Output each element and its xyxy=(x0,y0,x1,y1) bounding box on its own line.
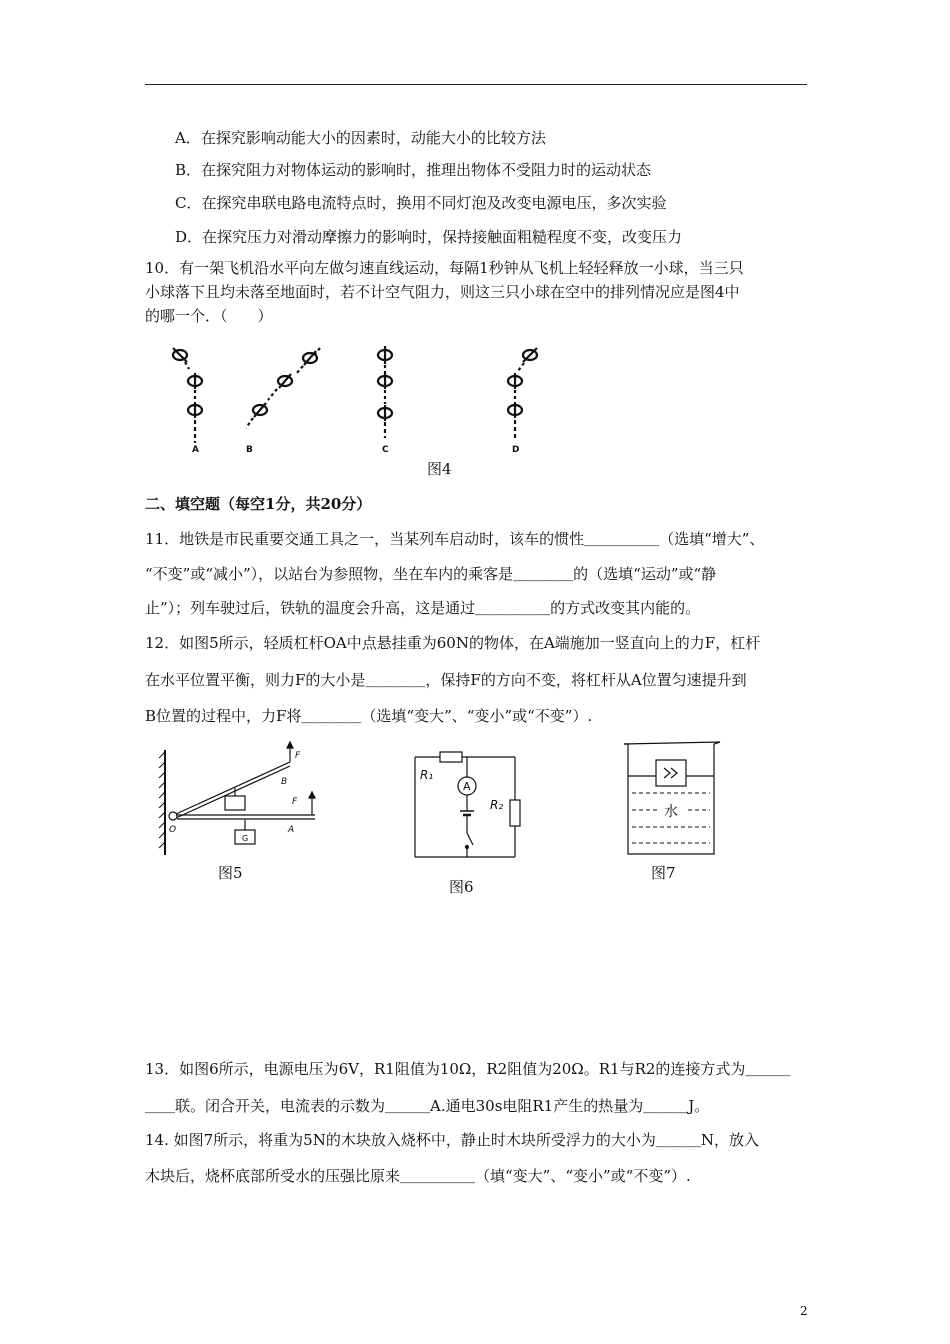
fig6-label-r1: R₁ xyxy=(420,768,434,782)
fig5-label-f: F xyxy=(292,797,298,807)
figure-5 xyxy=(155,740,325,860)
q11-line-1: 11．地铁是市民重要交通工具之一，当某列车启动时，该车的惯性＿＿＿＿＿（选填“增大”、 xyxy=(145,530,765,548)
q9-option-d: D．在探究压力对滑动摩擦力的影响时，保持接触面粗糙程度不变，改变压力 xyxy=(175,228,683,246)
fig4-label-d: D xyxy=(512,445,520,455)
fig4-label-c: C xyxy=(382,445,389,455)
section-2-heading: 二、填空题（每空1分，共20分） xyxy=(145,495,372,513)
resistor-r2 xyxy=(510,800,520,826)
figure-7 xyxy=(618,738,728,858)
fig6-caption: 图6 xyxy=(449,878,474,896)
fig4-option-b-balls xyxy=(246,348,320,428)
q11-line-3: 止”）；列车驶过后，铁轨的温度会升高，这是通过＿＿＿＿＿的方式改变其内能的。 xyxy=(145,599,701,617)
q11-line-2: “不变”或“减小”），以站台为参照物，坐在车内的乘客是＿＿＿＿的（选填“运动”或“静 xyxy=(145,565,717,583)
q9-option-a: A．在探究影响动能大小的因素时，动能大小的比较方法 xyxy=(175,129,546,147)
q10-line-2: 小球落下且均未落至地面时，若不计空气阻力，则这三只小球在空中的排列情况应是图4中 xyxy=(145,283,740,301)
q13-line-1: 13．如图6所示，电源电压为6V，R1阻值为10Ω，R2阻值为20Ω。R1与R2的连接方式为＿＿＿ xyxy=(145,1060,791,1078)
q14-line-2: 木块后，烧杯底部所受水的压强比原来＿＿＿＿＿（填“变大”、“变小”或“不变”）. xyxy=(145,1167,691,1185)
fig4-label-a: A xyxy=(192,445,199,455)
q13-line-2: ＿＿联。闭合开关，电流表的示数为＿＿＿A.通电30s电阻R1产生的热量为＿＿＿J。 xyxy=(145,1097,710,1115)
switch xyxy=(467,833,473,845)
fig4-option-d-balls xyxy=(508,348,537,438)
beaker xyxy=(624,742,720,854)
fig4-option-a-balls xyxy=(173,348,202,443)
q12-line-2: 在水平位置平衡，则力F的大小是＿＿＿＿，保持F的方向不变，将杠杆从A位置匀速提升到 xyxy=(145,671,747,689)
fig7-caption: 图7 xyxy=(651,864,676,882)
fig5-label-o: O xyxy=(169,825,177,835)
fig6-label-r2: R₂ xyxy=(490,798,504,812)
fig4-label-b: B xyxy=(246,445,253,455)
q10-line-1: 10．有一架飞机沿水平向左做匀速直线运动，每隔1秒钟从飞机上轻轻释放一小球，当三只 xyxy=(145,259,744,277)
figure-6 xyxy=(405,745,525,865)
fig7-label-water: 水 xyxy=(664,804,678,820)
q9-option-b: B．在探究阻力对物体运动的影响时，推理出物体不受阻力时的运动状态 xyxy=(175,161,652,179)
page-number: 2 xyxy=(800,1304,808,1318)
fig5-label-g: G xyxy=(242,834,249,843)
fig5-label-b: B xyxy=(281,777,288,787)
pivot-o xyxy=(169,812,177,820)
fig5-caption: 图5 xyxy=(218,864,243,882)
fig6-label-ammeter: A xyxy=(463,780,471,793)
lever-position-b xyxy=(176,762,290,814)
q9-option-c: C．在探究串联电路电流特点时，换用不同灯泡及改变电源电压，多次实验 xyxy=(175,194,667,212)
q12-line-1: 12．如图5所示，轻质杠杆OA中点悬挂重为60N的物体，在A端施加一竖直向上的力F，杠杆 xyxy=(145,634,761,652)
q12-line-3: B位置的过程中，力F将＿＿＿＿（选填“变大”、“变小”或“不变”）. xyxy=(145,707,593,725)
fig4-option-c-balls xyxy=(378,346,392,438)
fig5-label-a: A xyxy=(288,825,295,835)
header-rule xyxy=(145,84,807,85)
hanging-weight-b xyxy=(225,796,245,810)
q10-line-3: 的哪一个．（ ） xyxy=(145,307,273,325)
resistor-r1 xyxy=(440,752,462,762)
wooden-block xyxy=(656,760,686,786)
fig5-label-f-top: F xyxy=(295,751,301,761)
q14-line-1: 14. 如图7所示，将重为5N的木块放入烧杯中，静止时木块所受浮力的大小为＿＿＿N，放入 xyxy=(145,1131,759,1149)
figure-4 xyxy=(160,338,560,458)
fig4-caption: 图4 xyxy=(427,460,452,478)
